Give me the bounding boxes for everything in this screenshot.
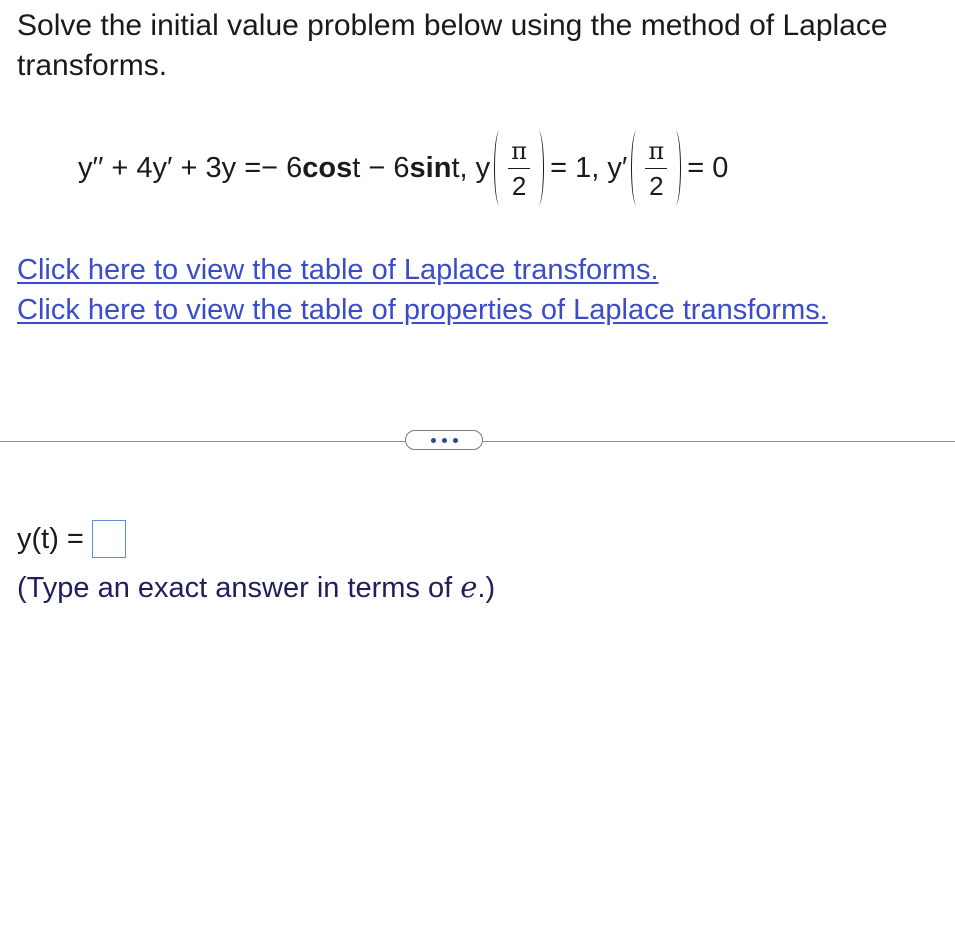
laplace-properties-link[interactable]: Click here to view the table of properties of Laplace transforms. xyxy=(17,294,828,326)
right-paren xyxy=(672,131,681,205)
equation-coef-2: t − 6 xyxy=(352,151,410,184)
expand-more-button[interactable] xyxy=(405,430,483,450)
fraction-bar xyxy=(508,168,530,169)
fraction-denominator: 2 xyxy=(511,170,527,201)
equation-lhs: y′′ + 4y′ + 3y = xyxy=(78,151,262,184)
question-prompt: Solve the initial value problem below using the method of Laplace transforms. xyxy=(17,9,888,82)
reference-links xyxy=(17,250,828,330)
ellipsis-dot-icon xyxy=(431,438,436,443)
fraction-numerator: π xyxy=(511,136,527,165)
initial-condition-1-argument xyxy=(494,131,544,205)
hint-variable: e xyxy=(460,570,478,604)
equation-cos: cos xyxy=(302,151,353,184)
initial-condition-1-value: = 1, y′ xyxy=(550,151,628,184)
fraction-numerator: π xyxy=(648,136,665,165)
equation-sin: sin xyxy=(409,151,452,184)
fraction xyxy=(508,136,530,201)
hint-prefix: (Type an exact answer in terms of xyxy=(17,572,461,604)
answer-row xyxy=(17,516,126,562)
ellipsis-dot-icon xyxy=(442,438,447,443)
right-paren xyxy=(535,131,544,205)
ellipsis-dot-icon xyxy=(453,438,458,443)
initial-condition-2-value: = 0 xyxy=(687,151,729,184)
fraction-denominator: 2 xyxy=(649,170,664,201)
left-paren xyxy=(494,131,503,205)
left-paren xyxy=(631,131,640,205)
laplace-table-link[interactable]: Click here to view the table of Laplace transforms. xyxy=(17,254,659,286)
equation-y: t, y xyxy=(451,151,491,184)
equation-coef-1: − 6 xyxy=(261,151,303,184)
fraction xyxy=(645,136,667,201)
answer-hint xyxy=(17,567,495,608)
answer-label: y(t) = xyxy=(17,522,84,555)
hint-suffix: .) xyxy=(477,572,496,604)
initial-condition-2-argument xyxy=(631,131,681,205)
answer-input[interactable] xyxy=(92,520,126,558)
ivp-equation xyxy=(78,118,728,218)
fraction-bar xyxy=(645,168,667,169)
